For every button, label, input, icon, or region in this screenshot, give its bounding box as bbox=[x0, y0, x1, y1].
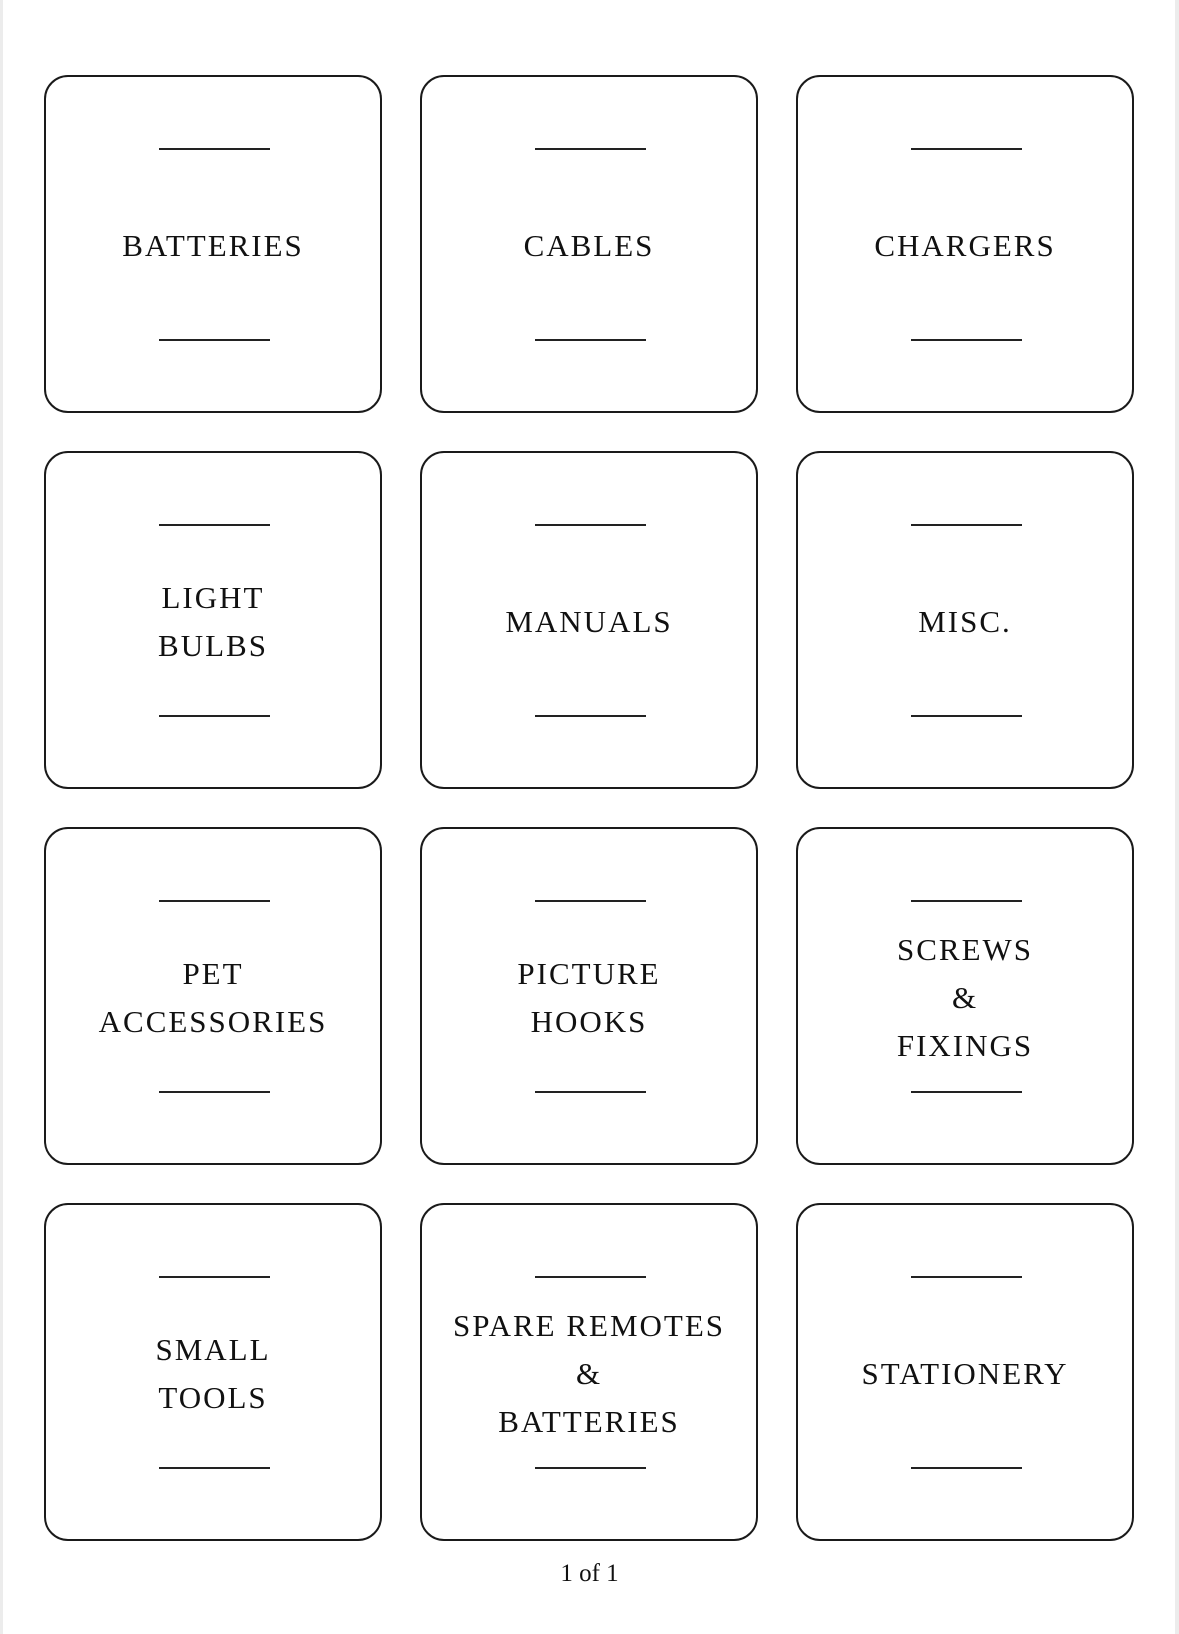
page-edge-left bbox=[0, 0, 3, 1634]
divider-bottom bbox=[535, 1091, 646, 1093]
divider-bottom bbox=[911, 715, 1022, 717]
label-card-spare-remotes-batteries bbox=[420, 1203, 758, 1541]
label-text bbox=[46, 167, 380, 325]
divider-top bbox=[911, 524, 1022, 526]
label-text bbox=[798, 919, 1132, 1077]
label-text bbox=[46, 919, 380, 1077]
label-line: CHARGERS bbox=[874, 228, 1056, 263]
label-card-chargers bbox=[796, 75, 1134, 413]
label-line: MISC. bbox=[918, 604, 1012, 639]
divider-bottom bbox=[911, 1091, 1022, 1093]
page-edge-right bbox=[1175, 0, 1179, 1634]
divider-top bbox=[535, 1276, 646, 1278]
label-line: HOOKS bbox=[530, 1004, 648, 1039]
divider-top bbox=[911, 1276, 1022, 1278]
label-line: & bbox=[575, 1356, 603, 1391]
label-line: ACCESSORIES bbox=[98, 1004, 328, 1039]
label-line: PICTURE bbox=[517, 956, 661, 991]
label-line: FIXINGS bbox=[896, 1028, 1034, 1063]
label-text bbox=[798, 167, 1132, 325]
label-line: MANUALS bbox=[505, 604, 673, 639]
label-text bbox=[46, 1295, 380, 1453]
divider-bottom bbox=[535, 715, 646, 717]
label-card-misc bbox=[796, 451, 1134, 789]
label-line: & bbox=[951, 980, 979, 1015]
divider-bottom bbox=[159, 1091, 270, 1093]
page-indicator: 1 of 1 bbox=[560, 1560, 619, 1587]
divider-top bbox=[911, 900, 1022, 902]
label-card-picture-hooks bbox=[420, 827, 758, 1165]
label-card-batteries bbox=[44, 75, 382, 413]
label-card-small-tools bbox=[44, 1203, 382, 1541]
label-text bbox=[422, 1295, 756, 1453]
label-card-stationery bbox=[796, 1203, 1134, 1541]
divider-top bbox=[535, 900, 646, 902]
label-card-manuals bbox=[420, 451, 758, 789]
label-line: SCREWS bbox=[896, 932, 1034, 967]
label-text bbox=[798, 1295, 1132, 1453]
divider-top bbox=[159, 900, 270, 902]
label-line: PET bbox=[182, 956, 244, 991]
divider-bottom bbox=[159, 1467, 270, 1469]
label-text bbox=[422, 167, 756, 325]
label-text bbox=[46, 543, 380, 701]
label-line: BATTERIES bbox=[122, 228, 304, 263]
label-line: BATTERIES bbox=[498, 1404, 680, 1439]
divider-bottom bbox=[911, 1467, 1022, 1469]
divider-bottom bbox=[535, 339, 646, 341]
divider-bottom bbox=[159, 339, 270, 341]
label-line: TOOLS bbox=[158, 1380, 268, 1415]
divider-bottom bbox=[159, 715, 270, 717]
label-text bbox=[422, 919, 756, 1077]
label-text bbox=[798, 543, 1132, 701]
label-line: LIGHT bbox=[161, 580, 265, 615]
divider-top bbox=[159, 148, 270, 150]
label-line: BULBS bbox=[158, 628, 268, 663]
divider-top bbox=[535, 148, 646, 150]
label-line: CABLES bbox=[523, 228, 655, 263]
label-line: SMALL bbox=[155, 1332, 271, 1367]
label-card-screws-fixings bbox=[796, 827, 1134, 1165]
label-card-cables bbox=[420, 75, 758, 413]
divider-top bbox=[535, 524, 646, 526]
divider-bottom bbox=[911, 339, 1022, 341]
divider-top bbox=[159, 1276, 270, 1278]
divider-top bbox=[159, 524, 270, 526]
label-line: SPARE REMOTES bbox=[452, 1308, 726, 1343]
label-text bbox=[422, 543, 756, 701]
divider-bottom bbox=[535, 1467, 646, 1469]
label-grid bbox=[44, 75, 1134, 1541]
label-card-pet-accessories bbox=[44, 827, 382, 1165]
label-card-light-bulbs bbox=[44, 451, 382, 789]
divider-top bbox=[911, 148, 1022, 150]
label-line: STATIONERY bbox=[861, 1356, 1069, 1391]
